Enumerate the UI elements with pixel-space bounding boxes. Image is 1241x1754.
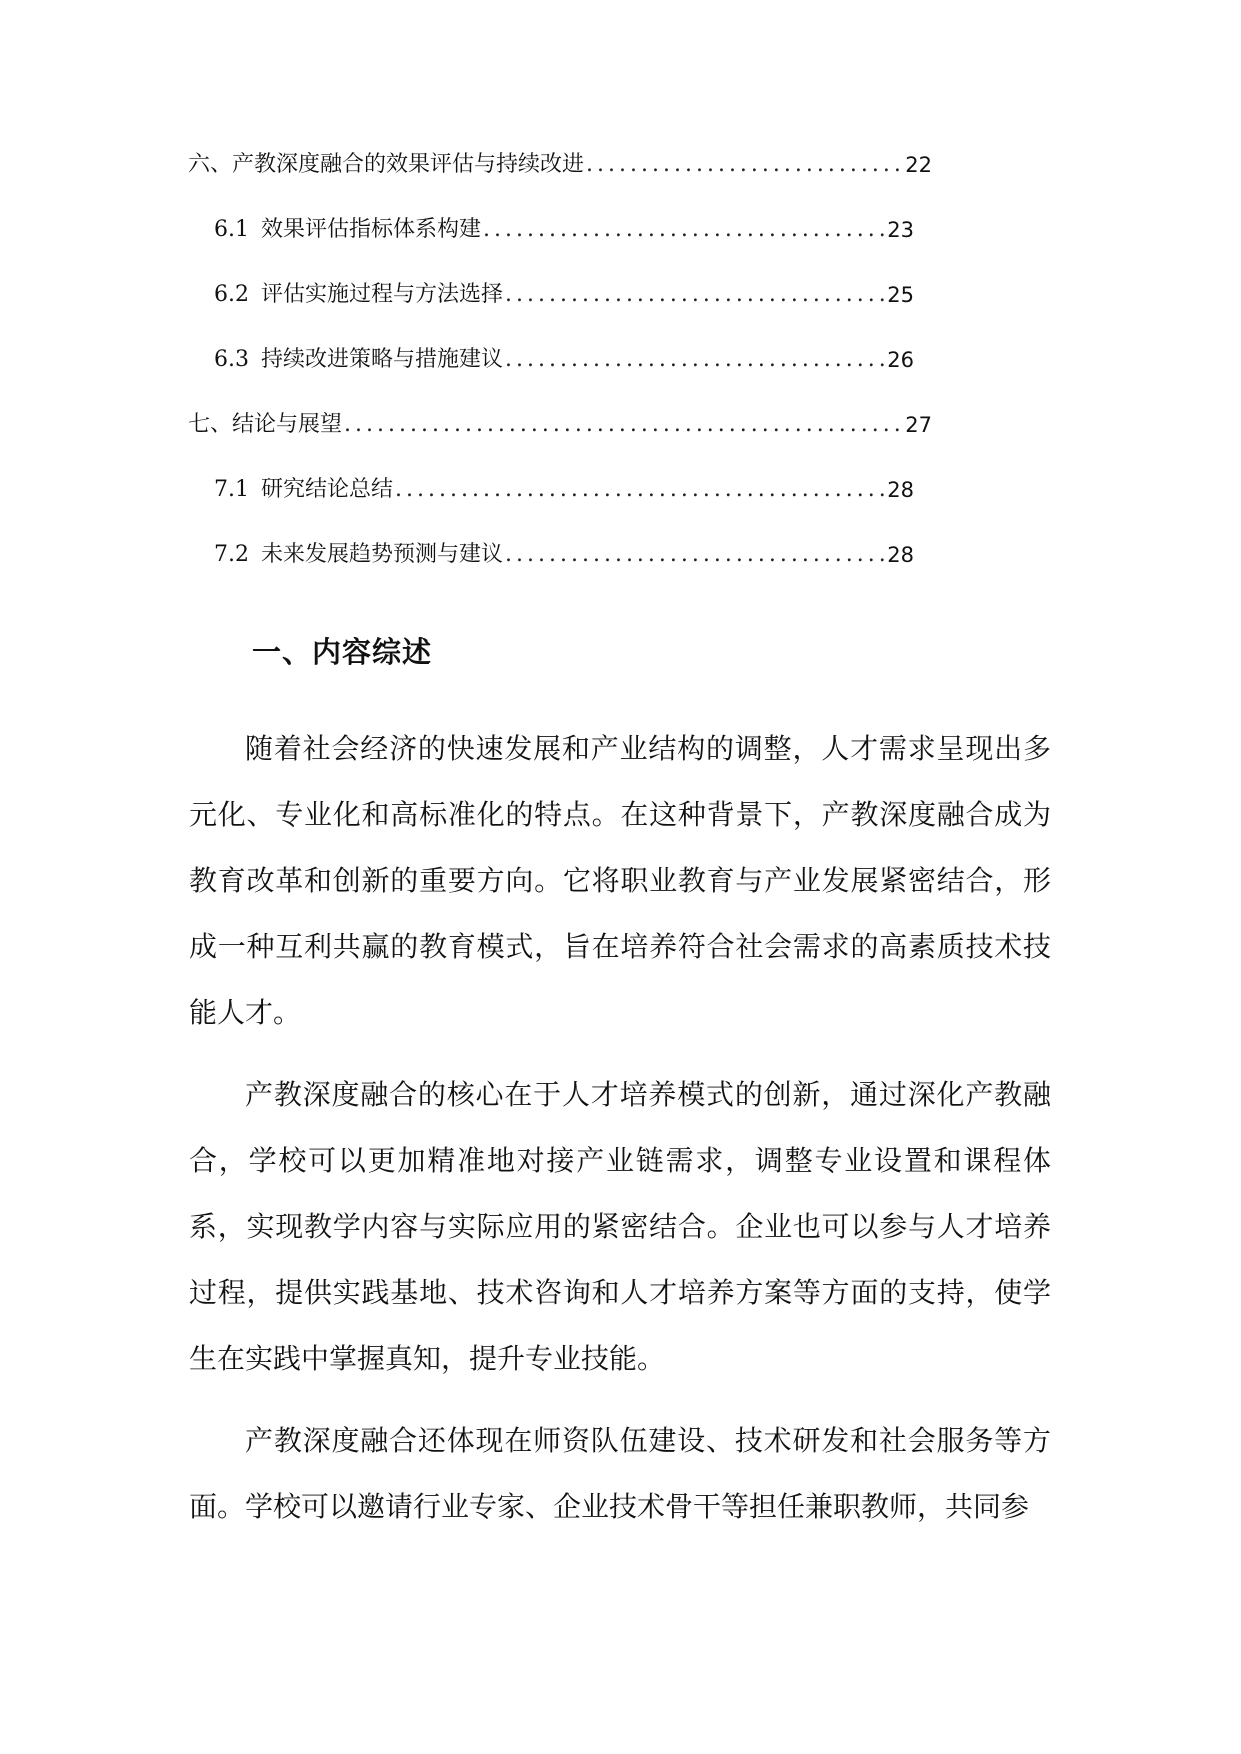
toc-entry-title: 持续改进策略与措施建议	[261, 347, 504, 372]
toc-entry-number: 6.2	[214, 282, 249, 307]
toc-entry-title: 研究结论总结	[261, 477, 394, 502]
toc-dot-leader	[505, 278, 885, 312]
toc-entry-title: 未来发展趋势预测与建议	[261, 542, 504, 567]
toc-page-number: 25	[887, 283, 914, 307]
toc-page-number: 22	[905, 153, 932, 177]
toc-page-number: 23	[887, 218, 914, 242]
toc-page-number: 27	[905, 413, 932, 437]
toc-entry-number: 6.3	[214, 347, 249, 372]
toc-entry-title: 七、结论与展望	[188, 412, 343, 437]
toc-entry-title: 评估实施过程与方法选择	[261, 282, 504, 307]
toc-entry[interactable]	[188, 538, 914, 603]
toc-dot-leader	[395, 473, 885, 507]
toc-page-number: 28	[887, 543, 914, 567]
toc-entry-number: 6.1	[214, 217, 249, 242]
toc-entry[interactable]	[188, 408, 932, 473]
toc-entry[interactable]	[188, 278, 914, 343]
toc-dot-leader	[505, 343, 885, 377]
section-heading: 一、内容综述	[252, 635, 433, 669]
toc-entry-title: 六、产教深度融合的效果评估与持续改进	[188, 152, 585, 177]
toc-dot-leader	[483, 213, 885, 247]
body-paragraph: 随着社会经济的快速发展和产业结构的调整，人才需求呈现出多元化、专业化和高标准化的特点。在这种背景下，产教深度融合成为教育改革和创新的重要方向。它将职业教育与产业发展紧密结合，形成一种互利共赢的教育模式，旨在培养符合社会需求的高素质技术技能人才。	[189, 732, 1051, 1029]
body-paragraph: 产教深度融合的核心在于人才培养模式的创新，通过深化产教融合，学校可以更加精准地对接产业链需求，调整专业设置和课程体系，实现教学内容与实际应用的紧密结合。企业也可以参与人才培养过程，提供实践基地、技术咨询和人才培养方案等方面的支持，使学生在实践中掌握真知，提升专业技能。	[189, 1078, 1051, 1375]
toc-page-number: 28	[887, 478, 914, 502]
toc-page-number: 26	[887, 348, 914, 372]
toc-dot-leader	[586, 148, 903, 182]
toc-entry[interactable]	[188, 213, 914, 278]
toc-entry[interactable]	[188, 343, 914, 408]
toc-entry-number: 7.1	[214, 477, 249, 502]
toc-dot-leader	[344, 408, 903, 442]
toc-entry-number: 7.2	[214, 542, 249, 567]
body-paragraph: 产教深度融合还体现在师资队伍建设、技术研发和社会服务等方面。学校可以邀请行业专家、企业技术骨干等担任兼职教师，共同参	[189, 1424, 1051, 1523]
toc-entry-title: 效果评估指标体系构建	[261, 217, 482, 242]
toc-entry[interactable]	[188, 473, 914, 538]
toc-entry[interactable]	[188, 148, 932, 213]
section-body	[189, 716, 1051, 1556]
table-of-contents	[188, 148, 932, 603]
toc-dot-leader	[505, 538, 885, 572]
